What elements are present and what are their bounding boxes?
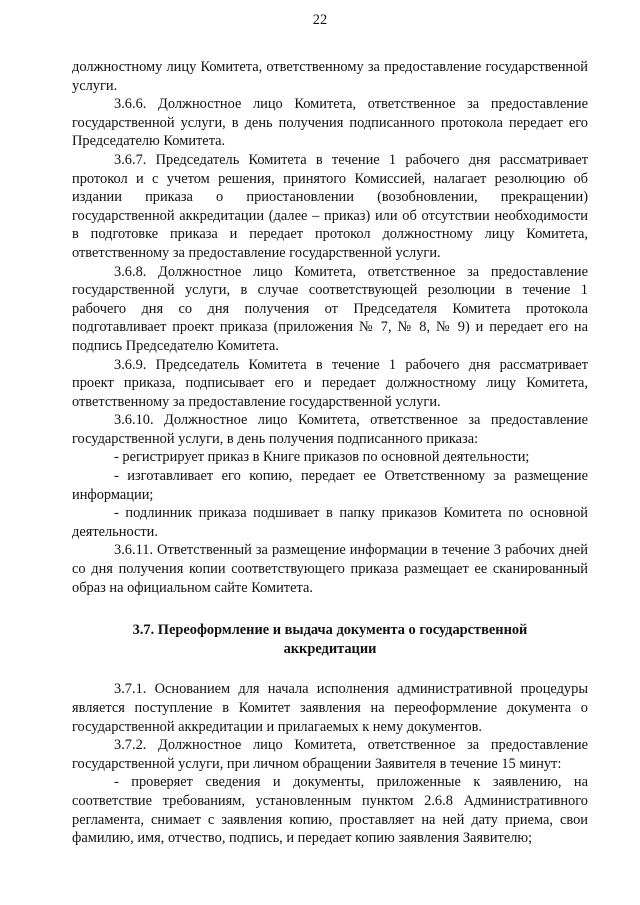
paragraph: - изготавливает его копию, передает ее Ответственному за размещение информации; (72, 468, 588, 503)
paragraph: 3.6.9. Председатель Комитета в течение 1 рабочего дня рассматривает проект приказа, подписывает его и передает должностному лицу Комитета, ответственному за предоставление государственной услуги. (72, 356, 588, 410)
section-3-6-text (72, 58, 588, 597)
paragraph: 3.7.1. Основанием для начала исполнения административной процедуры является поступление в Комитет заявления на переоформление документа о государственной аккредитации и прилагаемых к нему документов. (72, 681, 588, 735)
paragraph: - регистрирует приказ в Книге приказов по основной деятельности; (114, 449, 530, 466)
paragraph: 3.6.11. Ответственный за размещение информации в течение 3 рабочих дней со дня получения копии соответствующего приказа размещает ее сканированный образ на официальном сайте Комитета. (72, 542, 588, 596)
paragraph: - проверяет сведения и документы, приложенные к заявлению, на соответствие требованиям, установленным пунктом 2.6.8 Административного регламента, снимает с заявления копию, проставляет на ней дату приема, свои фамилию, имя, отчество, подпись, и передает копию заявления Заявителю; (72, 774, 588, 847)
paragraph: должностному лицу Комитета, ответственному за предоставление государственной услуги. (72, 59, 588, 94)
paragraph: 3.6.10. Должностное лицо Комитета, ответственное за предоставление государственной услуги, в день получения подписанного приказа: (72, 412, 588, 447)
paragraph: 3.6.7. Председатель Комитета в течение 1 рабочего дня рассматривает протокол и с учетом решения, принятого Комиссией, налагает резолюцию об издании приказа о приостановлении (возобновлении, прекращении) государственной аккредитации (далее – приказ) или об отсутствии необходимости в подготовке приказа и передает протокол должностному лицу Комитета, ответственному за предоставление государственной услуги. (72, 151, 588, 261)
paragraph: - подлинник приказа подшивает в папку приказов Комитета по основной деятельности. (72, 505, 588, 540)
section-heading: 3.7. Переоформление и выдача документа о государственной аккредитации (132, 622, 528, 657)
paragraph: 3.7.2. Должностное лицо Комитета, ответственное за предоставление государственной услуги, при личном обращении Заявителя в течение 15 минут: (72, 737, 588, 772)
section-3-7-text (72, 680, 588, 847)
paragraph: 3.6.6. Должностное лицо Комитета, ответственное за предоставление государственной услуги, в день получения подписанного протокола передает его Председателю Комитета. (72, 96, 588, 150)
page-number: 22 (312, 12, 328, 28)
paragraph: 3.6.8. Должностное лицо Комитета, ответственное за предоставление государственной услуги, в случае соответствующей резолюции в течение 1 рабочего дня со дня получения от Председателя Комитета протокола подготавливает проект приказа (приложения № 7, № 8, № 9) и передает его на подпись Председателю Комитета. (72, 263, 588, 354)
document-body (72, 58, 588, 848)
